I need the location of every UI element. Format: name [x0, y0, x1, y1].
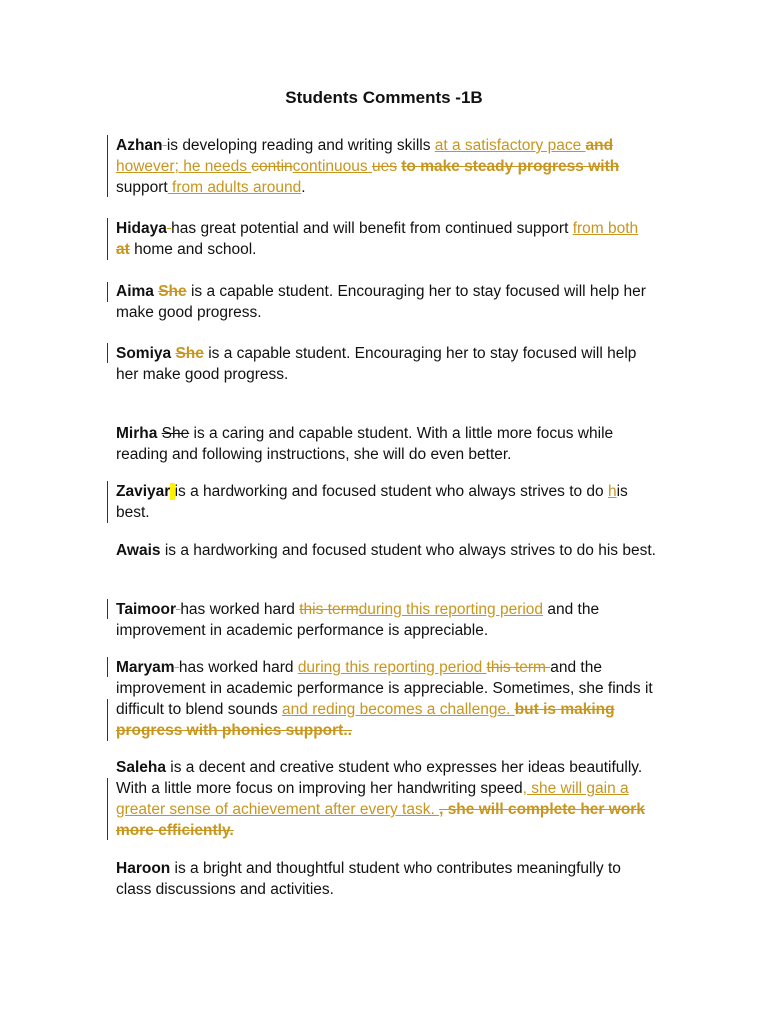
deleted-text: She [161, 425, 190, 442]
comment-text: is best. [116, 483, 628, 521]
change-bar [107, 218, 108, 260]
change-bar [107, 135, 108, 197]
comment-text: is a hardworking and focused student who always strives to do [174, 483, 608, 500]
deleted-text: She [175, 345, 204, 362]
comment-paragraph [116, 481, 656, 523]
student-name: Saleha [116, 759, 166, 776]
inserted-text: from both [572, 220, 639, 237]
comment-text: home and school. [129, 241, 257, 258]
comment-paragraph [116, 135, 656, 198]
comment-paragraph [116, 281, 656, 323]
student-name: Mirha [116, 425, 158, 442]
comment-paragraph [116, 858, 656, 900]
student-name: Hidaya [116, 220, 167, 237]
comment-text: is a bright and thoughtful student who contributes meaningfully to class discussions and activities. [116, 860, 621, 898]
inserted-text: from adults around [167, 179, 302, 196]
student-name: Azhan [116, 137, 163, 154]
comment-text: has great potential and will benefit from continued support [171, 220, 573, 237]
comment-text: and the improvement in academic performance is appreciable. [116, 601, 600, 639]
change-bar [107, 343, 108, 363]
change-bar [107, 599, 108, 619]
student-name: Aima [116, 283, 154, 300]
student-name: Awais [116, 542, 161, 559]
change-bar [107, 481, 108, 523]
student-name: Haroon [116, 860, 171, 877]
student-name: Zaviyar [116, 483, 171, 500]
student-name: Maryam [116, 659, 175, 676]
comment-text: is a decent and creative student who expresses her ideas beautifully. With a little more focus on improving her handwriting speed [116, 759, 643, 797]
change-bar [107, 778, 108, 840]
deleted-text: ues [371, 158, 397, 175]
inserted-text: continuous [292, 158, 372, 175]
inserted-text: , she will gain a greater sense of achievement after every task. [116, 780, 629, 818]
comment-text: has worked hard [180, 601, 300, 618]
comment-text: is a hardworking and focused student who always strives to do his best. [160, 542, 656, 559]
comment-paragraph [116, 757, 656, 841]
document-title: Students Comments -1B [285, 88, 483, 107]
deleted-text: at [116, 241, 130, 258]
comment-text: and the improvement in academic performance is appreciable. Sometimes, she finds it difficult to blend sounds [116, 659, 653, 718]
change-bar [107, 282, 108, 302]
inserted-text: however; he needs [116, 158, 252, 175]
inserted-text: and reding becomes a challenge. [282, 701, 515, 718]
change-bar [107, 699, 108, 741]
deleted-text: but is making progress with phonics support.. [116, 701, 615, 739]
comment-paragraph [116, 423, 656, 465]
inserted-text: during this reporting period [358, 601, 544, 618]
inserted-text: at a satisfactory pace [434, 137, 586, 154]
deleted-text: , she will complete her work more efficiently. [116, 801, 645, 839]
comment-text: support [116, 179, 168, 196]
inserted-text: during this reporting period [297, 659, 487, 676]
comment-paragraph [116, 540, 656, 561]
inserted-text: h [607, 483, 617, 500]
comment-text: is developing reading and writing skills [166, 137, 435, 154]
comment-text: is a capable student. Encouraging her to stay focused will help her make good progress. [116, 283, 646, 321]
comment-text: is a caring and capable student. With a little more focus while reading and following instructions, she will do even better. [116, 425, 614, 463]
comment-paragraph [116, 657, 656, 741]
deleted-text: this term [299, 601, 359, 618]
student-name: Taimoor [116, 601, 176, 618]
comment-paragraph [116, 218, 656, 260]
deleted-text: to make steady progress with [401, 158, 620, 175]
deleted-text: contin [251, 158, 293, 175]
deleted-text: this term [486, 659, 551, 676]
deleted-text: and [585, 137, 614, 154]
comment-paragraph [116, 343, 656, 385]
change-bar [107, 657, 108, 677]
deleted-text: She [158, 283, 187, 300]
comment-text: has worked hard [178, 659, 298, 676]
comment-text: . [301, 179, 306, 196]
comment-text: is a capable student. Encouraging her to stay focused will help her make good progress. [116, 345, 637, 383]
comment-paragraph [116, 599, 656, 641]
student-name: Somiya [116, 345, 172, 362]
